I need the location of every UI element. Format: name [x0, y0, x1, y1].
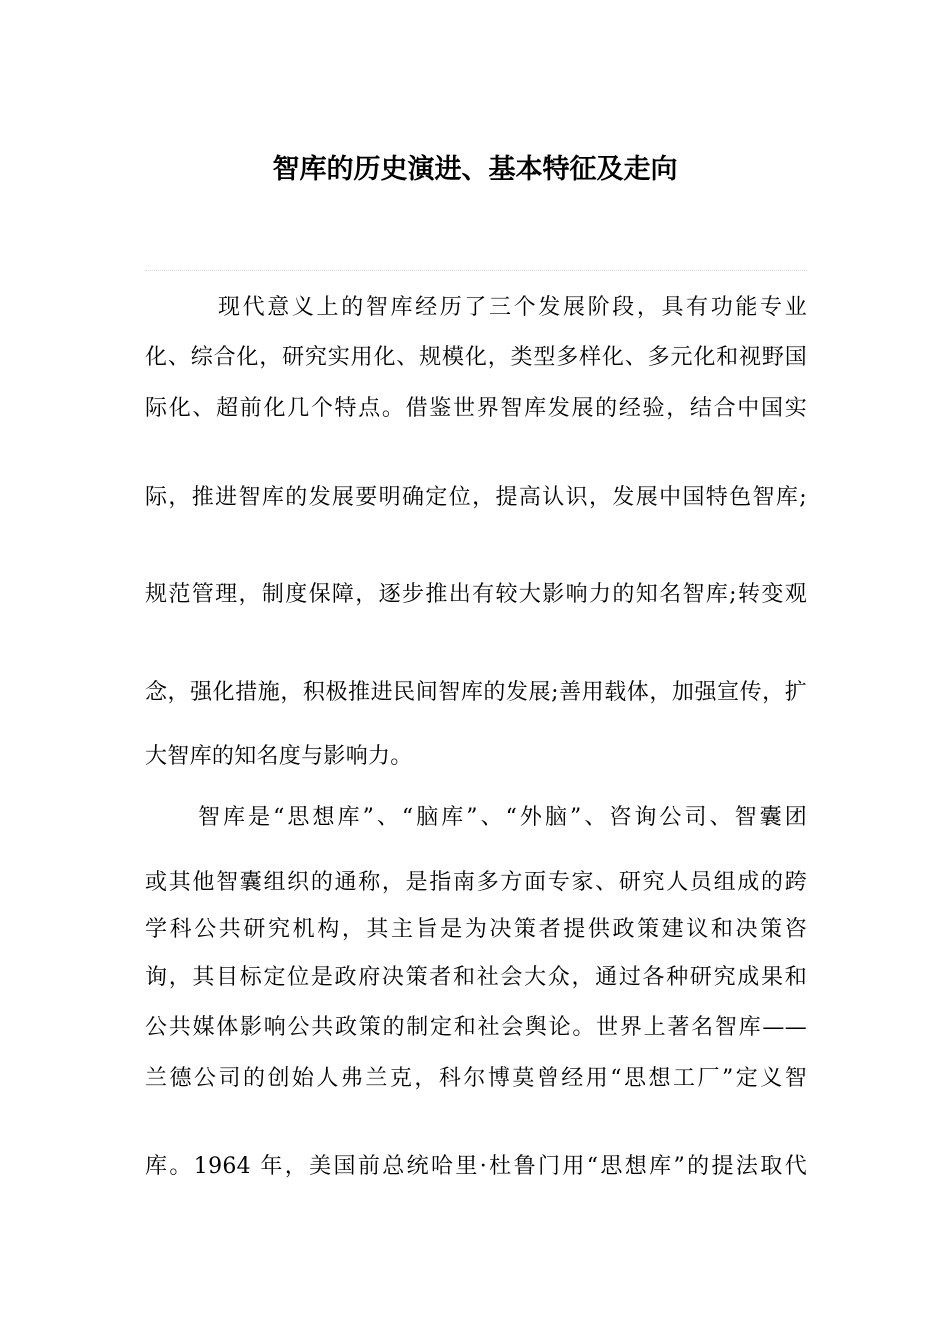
paragraph-line: 询，其目标定位是政府决策者和社会大众，通过各种研究成果和: [145, 965, 807, 990]
paragraph-line: 学科公共研究机构，其主旨是为决策者提供政策建议和决策咨: [145, 917, 807, 942]
paragraph-line: 或其他智囊组织的通称，是指南多方面专家、研究人员组成的跨: [145, 870, 807, 895]
paragraph-line: 际化、超前化几个特点。借鉴世界智库发展的经验，结合中国实: [145, 396, 807, 421]
paragraph-line: 现代意义上的智库经历了三个发展阶段，具有功能专业: [218, 295, 807, 320]
paragraph-line: 际，推进智库的发展要明确定位，提高认识，发展中国特色智库;: [145, 485, 807, 510]
paragraph-line: 念，强化措施，积极推进民间智库的发展;善用载体，加强宣传，扩: [145, 680, 807, 705]
document-title: 智库的历史演进、基本特征及走向: [272, 154, 678, 185]
paragraph-line: 库。1964 年，美国前总统哈里·杜鲁门用“思想库”的提法取代: [145, 1154, 807, 1179]
header-divider: [145, 270, 807, 271]
paragraph-line: 规范管理，制度保障，逐步推出有较大影响力的知名智库;转变观: [145, 582, 807, 607]
paragraph-line: 化、综合化，研究实用化、规模化，类型多样化、多元化和视野国: [145, 345, 807, 370]
paragraph-line: 兰德公司的创始人弗兰克，科尔博莫曾经用“思想工厂”定义智: [145, 1066, 807, 1091]
paragraph-line: 大智库的知名度与影响力。: [145, 744, 413, 769]
paragraph-line: 智库是“思想库”、“脑库”、“外脑”、咨询公司、智囊团: [198, 805, 807, 830]
paragraph-line: 公共媒体影响公共政策的制定和社会舆论。世界上著名智库——: [145, 1015, 807, 1040]
